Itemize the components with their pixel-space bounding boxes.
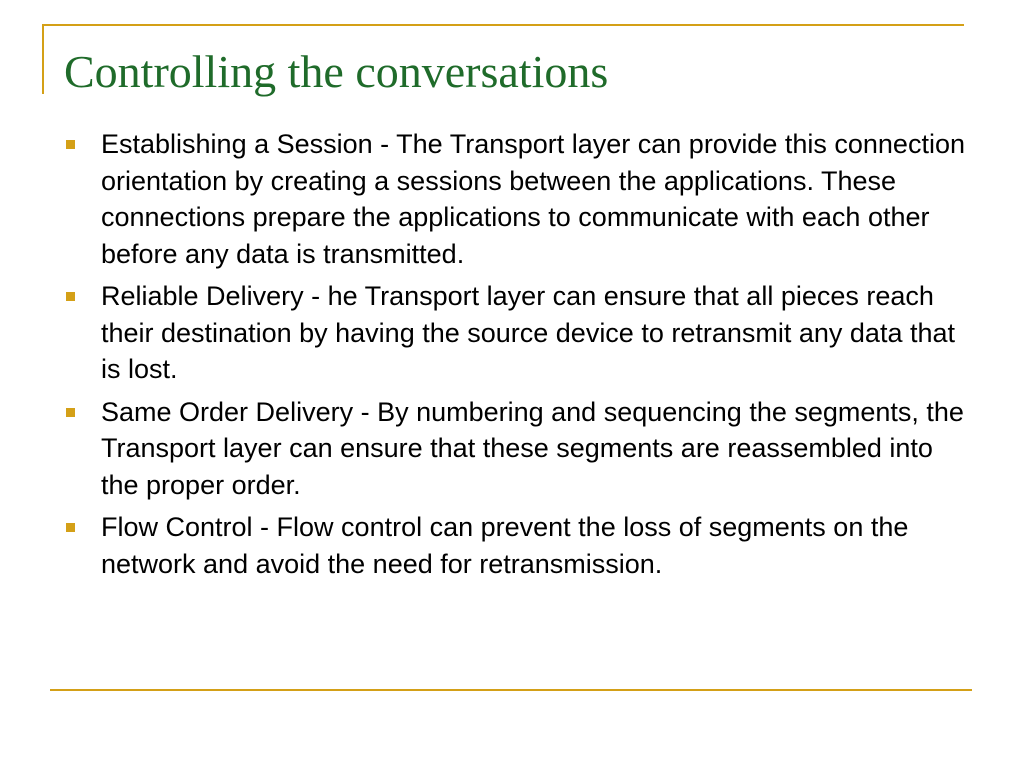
square-bullet-icon bbox=[66, 292, 75, 301]
bullet-text: Flow Control - Flow control can prevent the loss of segments on the network and avoid the need for retransmission. bbox=[101, 512, 909, 579]
bullet-text: Reliable Delivery - he Transport layer can ensure that all pieces reach their destination by having the source device to retransmit any data that is lost. bbox=[101, 281, 955, 384]
square-bullet-icon bbox=[66, 140, 75, 149]
bullet-item bbox=[62, 278, 972, 388]
bullet-list bbox=[62, 126, 972, 588]
frame-left-line bbox=[42, 24, 44, 94]
bullet-text: Establishing a Session - The Transport layer can provide this connection orientation by creating a sessions between the applications. These connections prepare the applications to communicate with each other before any data is transmitted. bbox=[101, 129, 965, 269]
frame-bottom-line bbox=[50, 689, 972, 691]
bullet-text: Same Order Delivery - By numbering and sequencing the segments, the Transport layer can ensure that these segments are reassembled into the proper order. bbox=[101, 396, 964, 500]
square-bullet-icon bbox=[66, 408, 75, 417]
slide-title: Controlling the conversations bbox=[64, 46, 609, 97]
bullet-item bbox=[62, 126, 972, 272]
bullet-item bbox=[62, 509, 972, 582]
square-bullet-icon bbox=[66, 523, 75, 532]
frame-top-line bbox=[42, 24, 964, 26]
bullet-item bbox=[62, 394, 972, 504]
